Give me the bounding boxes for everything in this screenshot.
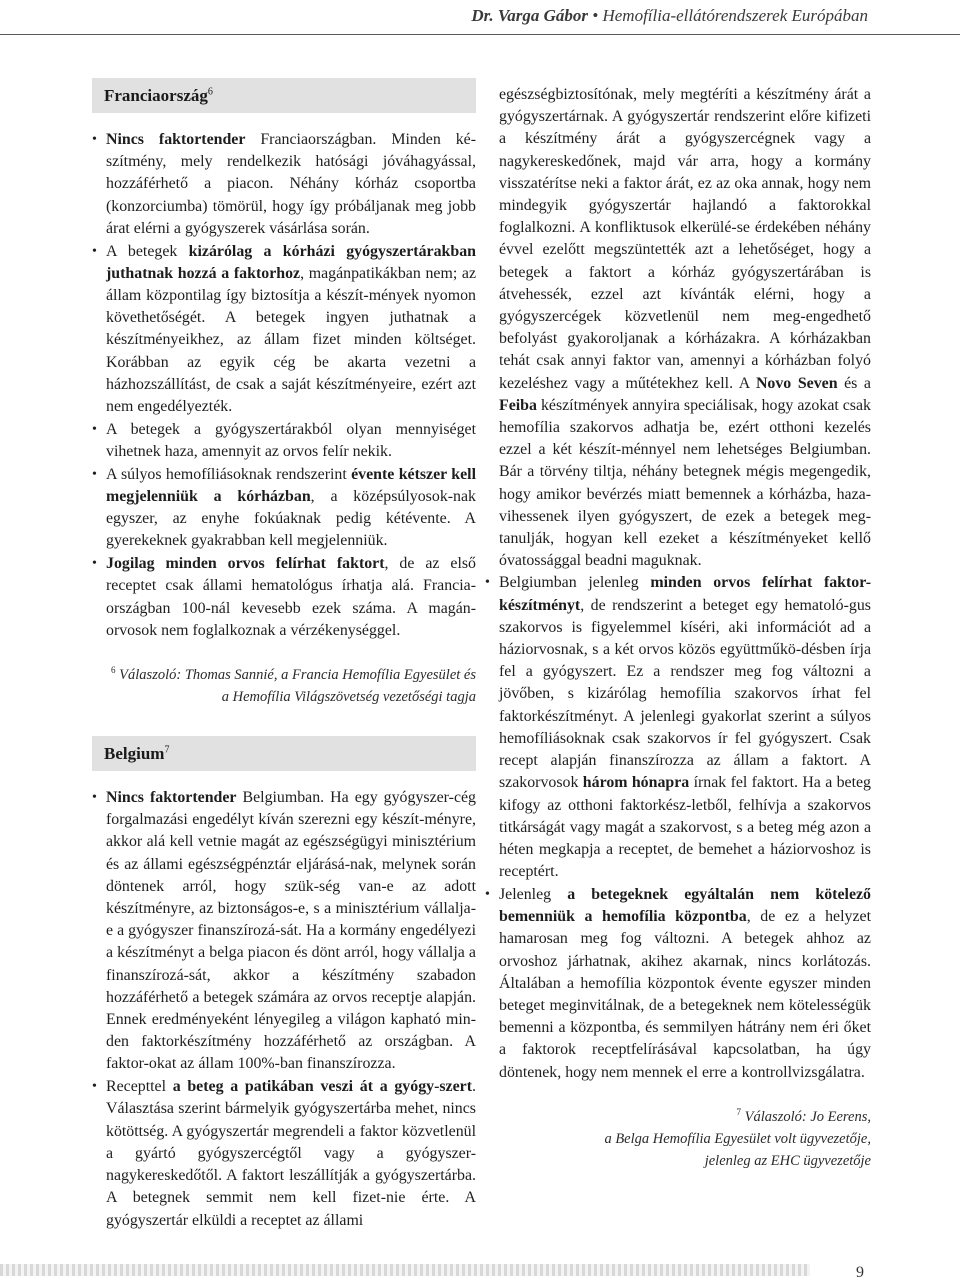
running-head-title: Hemofília-ellátórendszerek Európában: [602, 6, 868, 25]
bold-text: három hónapra: [582, 774, 690, 792]
body-text: , de ez a helyzet hamarosan meg fog változni. A betegek ahhoz az orvoshoz járhatnak, akihez akarnak, nincs korlátozás. Általában a hemofília központok évente egyszer minden beteget meginvitálnak, de a betegeknek nem kötelességük bemenni a központba, és semmilyen hátrány nem éri őket a faktorok receptfelírásával kapcsolatban, ha úgy döntenek, hogy nem mennek el erre a kontrollvizsgálatra.: [499, 908, 871, 1081]
france-bullet-list: [92, 129, 476, 642]
footer-bar: [0, 1264, 810, 1276]
running-head-author: Dr. Varga Gábor: [471, 6, 589, 25]
belgium-footnote-line-3: jelenleg az EHC ügyvezetője: [704, 1152, 871, 1169]
bullet-icon: •: [92, 421, 97, 437]
running-head: [471, 6, 868, 26]
body-text: A betegek: [106, 242, 189, 260]
body-text: és a: [837, 374, 871, 392]
belgium-bullet-2: [92, 1076, 476, 1231]
bold-text: Nincs faktortender: [106, 789, 237, 807]
footnote-mark: 6: [111, 665, 116, 676]
bold-text: minden orvos felírhat faktor-készítményt: [499, 574, 872, 614]
belgium-continuation-paragraph: [485, 84, 871, 572]
bullet-icon: •: [92, 1079, 97, 1095]
bold-text: évente kétszer kell megjelenniük a kórházban: [106, 465, 476, 506]
france-bullet-5: [92, 553, 476, 642]
france-bullet-3: [92, 419, 476, 463]
bullet-icon: •: [485, 575, 490, 591]
body-text: egészségbiztosítónak, mely megtéríti a készítmény árát a gyógyszertárnak. A gyógyszertár rendszerint előre kifizeti a készítmény árát a gyógyszercégnek vagy a nagykereskedőnek, majd vár arra, hogy a kormány visszatérítse neki a faktor árát, ez az oka annak, hogy nem mindegyik gyógyszertár hajlandó a faktorokkal foglalkozni. A konfliktusok elkerülé-se érdekében néhány évvel ezelőtt megszüntették azt a lehetőséget, hogy a betegek a faktort a kórház gyógyszertárában is átvehessék, ezzel azt kívánták elérni, hogy a gyógyszercégek közvetlenül nem meg-engedhető befolyást gyakoroljanak a kórházakra. A kórházakban tehát csak annyi faktor van, amennyi a kórházban folyó kezeléshez vagy a műtétekhez kell. A: [499, 86, 871, 392]
header-band: [0, 0, 960, 34]
right-column: [485, 84, 871, 1172]
belgium-footnote-line-2: a Belga Hemofília Egyesület volt ügyvezetője,: [604, 1130, 871, 1147]
body-text: A súlyos hemofíliásoknak rendszerint: [106, 465, 352, 483]
france-bullet-1: [92, 129, 476, 240]
page-number: 9: [856, 1264, 864, 1281]
body-text: Belgiumban. Ha egy gyógyszer-cég forgalmazási engedélyt kíván szerezni egy készít-ményre, akkor alá kell vetnie magát az egészségügyi minisztérium és az állami egészségpénztár eljárásá-nak, melynek során döntenek arról, hogy szük-ség van-e az adott készítményre, az biztonságos-e, s a minisztérium vállalja-e a gyógyszer finanszírozá-sát. Ha a kormány engedélyezi a készítményt a belga piacon és dönt arról, hogy vállalja a finanszírozá-sát, akkor a készítmény szabadon hozzáférhető a betegek számára az orvos receptje alapján. Ennek eredményeként lényegileg a világon kapható min-den faktorkészítmény hozzáférhető az országban. A faktor-okat az állam 100%-ban finanszírozza.: [106, 789, 476, 1073]
france-footnote-line-1: [92, 664, 476, 686]
body-text: Recepttel: [106, 1078, 173, 1096]
bullet-icon: •: [92, 556, 97, 572]
body-text: , de az első receptet csak állami hematológus írhatja alá. Francia-országban 100-nál kevesebb ezek száma. A magán-orvosok nem foglalkoznak a vérzékenységgel.: [106, 555, 476, 639]
belgium-heading-footnote-mark: 7: [164, 744, 170, 756]
bold-text: Feiba: [499, 396, 537, 414]
france-heading-text: Franciaország: [104, 86, 208, 105]
france-bullet-4: [92, 464, 476, 553]
belgium-right-bullet-list: [485, 572, 871, 1083]
body-text: , de rendszerint a beteget egy hematoló-gus szakorvos is figyelemmel kíséri, aki információt ad a háziorvosnak, s a két orvos közös együttműkö-désben írja fel a gyógyszert. Ez a rendszer meg fog változni a jövőben, s kizárólag hemofília szakorvos írhat fel faktorkészítményt. A jelenlegi gyakorlat szerint a súlyos hemofíliásoknak csak szakorvos ír fel gyógyszert. Csak recept alapján finanszírozza az állam a faktort. A szakorvosok: [499, 596, 871, 792]
bullet-icon: •: [92, 243, 97, 259]
bullet-icon: •: [92, 132, 97, 147]
footnote-text: Válaszoló: Thomas Sannié, a Francia Hemofília Egyesület és: [119, 667, 476, 684]
france-bullet-2: [92, 241, 476, 419]
body-text: , a középsúlyosok-nak egyszer, az enyhe fokúaknak pedig kétévente. A gyerekeknek gyakrabban kell megjelenniük.: [106, 488, 476, 550]
belgium-heading-text: Belgium: [104, 744, 165, 764]
france-heading-footnote-mark: 6: [207, 86, 213, 98]
bold-text: kizárólag a kórházi gyógyszertárakban juthatnak hozzá a faktorhoz: [106, 242, 476, 282]
bullet-icon: •: [92, 466, 97, 482]
bullet-icon: •: [92, 790, 97, 806]
belgium-bullet-3: [485, 572, 871, 883]
footnote-mark: 7: [736, 1106, 742, 1117]
bold-text: a betegeknek egyáltalán nem kötelező bemenniük a hemofília központba: [499, 885, 871, 926]
belgium-left-bullet-list: [92, 787, 476, 1232]
footnote-text: Válaszoló: Jo Eerens,: [744, 1108, 871, 1125]
section-heading-france: [92, 78, 476, 113]
bold-text: a beteg a patikában veszi át a gyógy-szert: [172, 1078, 473, 1096]
belgium-bullet-1: [92, 787, 476, 1076]
bold-text: Jogilag minden orvos felírhat faktort: [106, 555, 385, 573]
bold-text: Novo Seven: [755, 374, 838, 392]
belgium-bullet-4: [485, 884, 871, 1084]
header-rule: [0, 34, 960, 35]
body-text: Franciaországban. Minden ké-szítmény, mely rendelkezik hatósági jóváhagyással, hozzáférhető a piacon. Néhány kórház csoportba (konzorciumba) tömörül, hogy így próbáljanak meg jobb árat elérni a gyógyszerek vásárlása során.: [106, 131, 476, 237]
body-text: , magánpatikákban nem; az állam központilag így biztosítja a készít-mények nyomon követhetőségét. A betegek ingyen juthatnak a készítményeikhez, az állam fizet minden költséget. Korábban az egyik cég be akarta vezetni a házhozszállítást, de csak a saját készítményeire, ezért azt nem engedélyezték.: [106, 264, 477, 416]
body-text: készítmények annyira speciálisak, hogy azokat csak hemofília szakorvos adhatja be, ezért otthoni kezelés ezzel a két készít-ménnyel nem lehetséges Belgiumban. Bár a törvény tiltja, néhány betegnek mégis megengedik, hogy amikor bevérzés miatt bemennek a kórházba, haza-vihessenek ilyen gyógyszert, de ezek a betegek meg-tanulják, hogyan kell ezeket a készítményeket kellő óvatossággal beadni maguknak.: [499, 396, 871, 570]
belgium-footnote: [485, 1106, 871, 1172]
bullet-icon: •: [485, 886, 490, 902]
body-text: Jelenleg: [499, 885, 568, 903]
body-text: A betegek a gyógyszertárakból olyan mennyiséget vihetnek haza, amennyit az orvos felír nekik.: [106, 420, 476, 461]
france-footnote: [92, 664, 476, 708]
france-footnote-line-2: a Hemofília Világszövetség vezetőségi tagja: [221, 689, 476, 706]
body-text: Belgiumban jelenleg: [499, 574, 651, 592]
left-column: [92, 78, 476, 1232]
body-text: írnak fel faktort. Ha a beteg kifogy az otthoni faktorkész-letből, felhívja a szakorvos titkárságát vagy magát a szakorvost, s a beteg még azon a héten megkapja a receptet, de bemehet a háziorvoshoz is receptért.: [499, 774, 871, 881]
belgium-footnote-line-1: [485, 1106, 871, 1128]
section-heading-belgium: [92, 736, 476, 771]
running-head-separator: •: [592, 6, 599, 25]
bold-text: Nincs faktortender: [106, 131, 246, 148]
body-text: . Választása szerint bármelyik gyógyszertárba mehet, nincs kötöttség. A gyógyszertár megrendeli a faktor közvetlenül a gyártó gyógyszercégtől vagy a gyógyszer-nagykereskedőtől. A faktort leszállítják a gyógyszertárba. A betegnek semmit nem kell fizet-nie érte. A gyógyszertár elküldi a receptet az állami: [106, 1078, 476, 1229]
